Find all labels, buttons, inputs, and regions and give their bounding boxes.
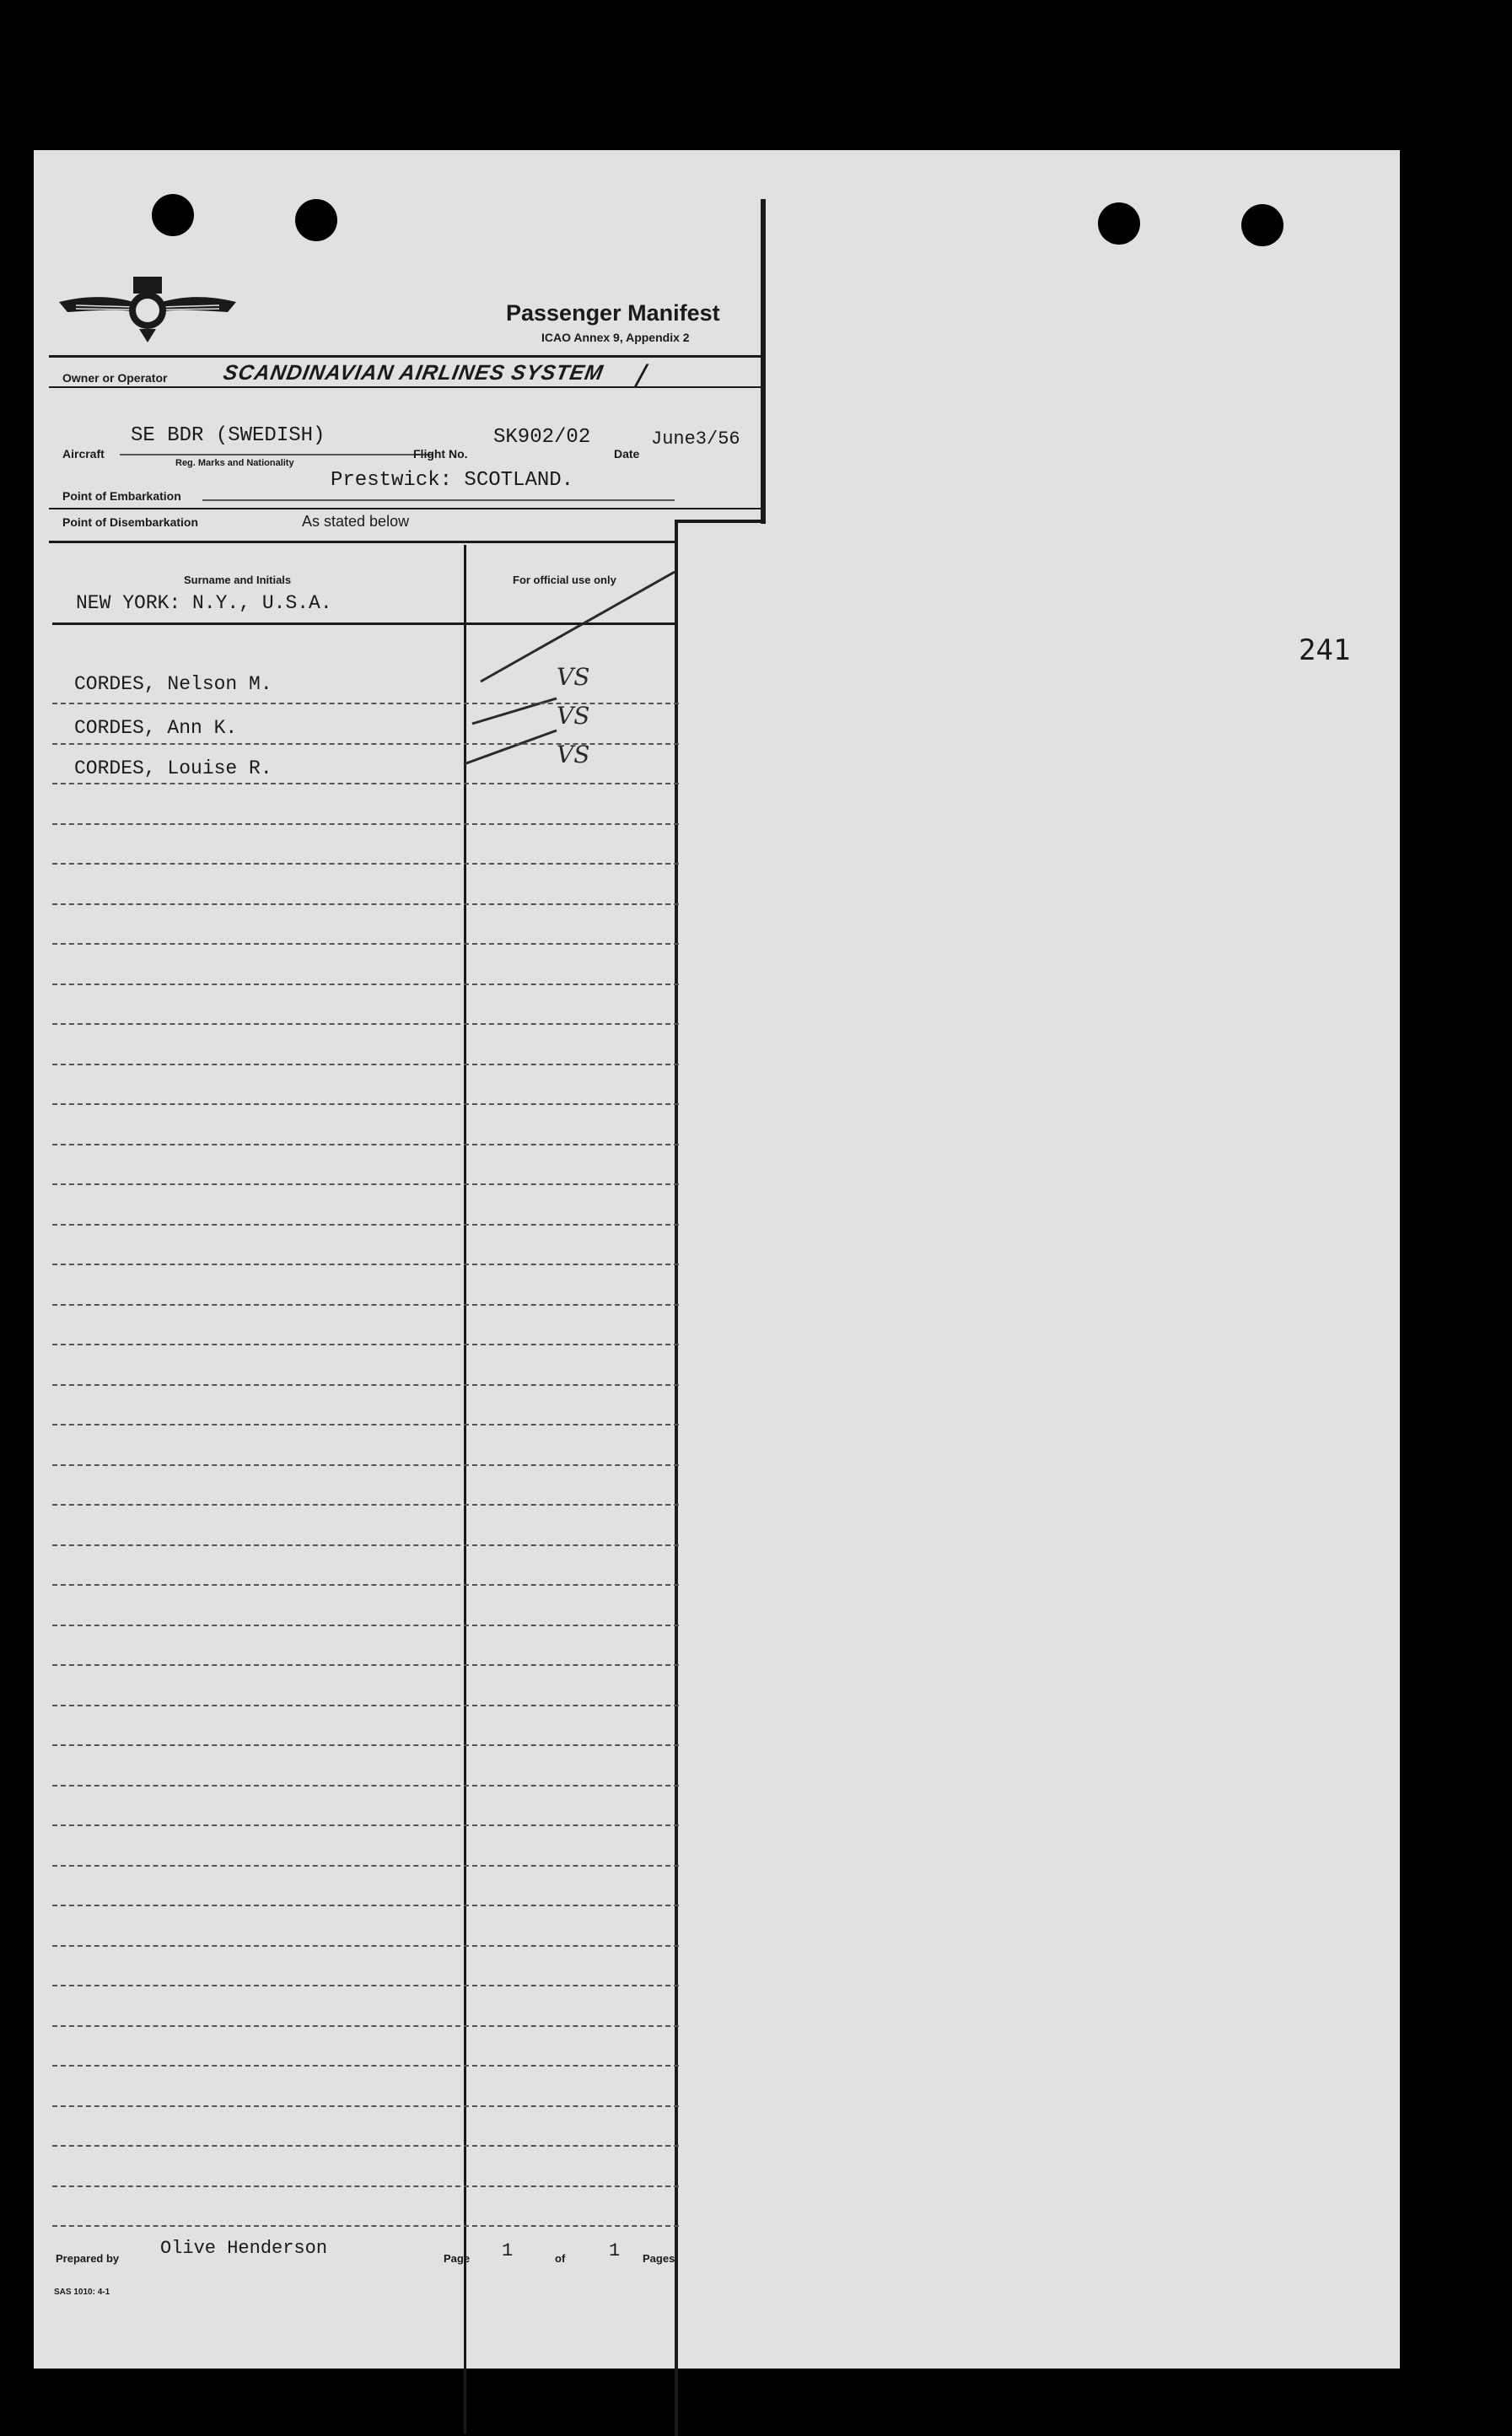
ruled-line [52, 1625, 679, 1626]
ruled-line [52, 1384, 679, 1386]
form-code: SAS 1010: 4-1 [54, 2288, 110, 2297]
ruled-line [52, 1824, 679, 1826]
ruled-line [52, 1224, 679, 1226]
aircraft-value: SE BDR (SWEDISH) [131, 424, 326, 447]
manifest-sheet [34, 150, 1400, 2369]
ruled-line [52, 943, 679, 945]
page-label: Page [444, 2252, 471, 2265]
pages-label: Pages [643, 2252, 675, 2265]
ruled-line [52, 1103, 679, 1105]
owner-label: Owner or Operator [62, 371, 168, 385]
ruled-line [52, 1264, 679, 1265]
ruled-line [52, 1023, 679, 1025]
ruled-line [52, 1584, 679, 1586]
date-value: June3/56 [651, 428, 740, 450]
ruled-line [52, 1945, 679, 1947]
ruled-line [52, 2025, 679, 2027]
ruled-line [52, 2185, 679, 2187]
passenger-name: CORDES, Ann K. [74, 717, 238, 739]
ruled-line [52, 1344, 679, 1345]
owner-slash: / [632, 361, 651, 396]
flight-value: SK902/02 [493, 426, 591, 449]
prepared-value: Olive Henderson [160, 2238, 328, 2259]
ruled-line [52, 1504, 679, 1506]
ruled-line [52, 863, 679, 865]
col-official-header: For official use only [513, 574, 616, 586]
ruled-line [52, 2145, 679, 2147]
ruled-line [52, 1424, 679, 1425]
official-mark: VS [557, 702, 590, 730]
of-label: of [555, 2252, 566, 2265]
owner-value: SCANDINAVIAN AIRLINES SYSTEM [221, 361, 605, 385]
column-divider [464, 545, 466, 2434]
ruled-line [52, 903, 679, 905]
official-mark: VS [557, 663, 590, 691]
date-label: Date [614, 447, 640, 461]
ruled-line [52, 2105, 679, 2107]
form-subtitle: ICAO Annex 9, Appendix 2 [541, 331, 690, 344]
ruled-line [52, 1865, 679, 1867]
ruled-line [52, 703, 679, 704]
ruled-line [52, 1183, 679, 1185]
prepared-label: Prepared by [56, 2252, 120, 2265]
form-title: Passenger Manifest [506, 300, 720, 326]
ruled-line [52, 2225, 679, 2227]
embarkation-value: Prestwick: SCOTLAND. [331, 469, 574, 492]
disembarkation-label: Point of Disembarkation [62, 515, 199, 529]
passenger-name: CORDES, Louise R. [74, 757, 272, 779]
ruled-line [52, 823, 679, 825]
passenger-name: CORDES, Nelson M. [74, 673, 272, 695]
col-surname-header: Surname and Initials [184, 574, 292, 586]
ruled-line [52, 1985, 679, 1986]
flight-label: Flight No. [413, 447, 468, 461]
ruled-line [52, 984, 679, 985]
ruled-line [52, 1905, 679, 1906]
ruled-line [52, 1705, 679, 1706]
ruled-line [52, 2065, 679, 2067]
destination: NEW YORK: N.Y., U.S.A. [76, 592, 332, 614]
aircraft-sublabel: Reg. Marks and Nationality [175, 458, 294, 468]
ruled-line [52, 1744, 679, 1746]
ruled-line [52, 783, 679, 784]
stamp-number: 241 [1299, 633, 1351, 667]
official-mark: VS [557, 741, 590, 768]
ruled-line [52, 1664, 679, 1666]
ruled-line [52, 1144, 679, 1145]
ruled-line [52, 1785, 679, 1787]
disembarkation-value: As stated below [302, 513, 410, 530]
punch-hole [1241, 204, 1283, 246]
of-value: 1 [609, 2240, 621, 2261]
check-marks [34, 150, 793, 825]
aircraft-label: Aircraft [62, 447, 105, 461]
ruled-line [52, 1544, 679, 1546]
ruled-line [52, 743, 679, 745]
ruled-line [52, 1464, 679, 1466]
page-value: 1 [502, 2240, 514, 2261]
punch-hole [1098, 202, 1140, 245]
embarkation-label: Point of Embarkation [62, 489, 181, 503]
ruled-line [52, 1064, 679, 1065]
ruled-line [52, 1304, 679, 1306]
